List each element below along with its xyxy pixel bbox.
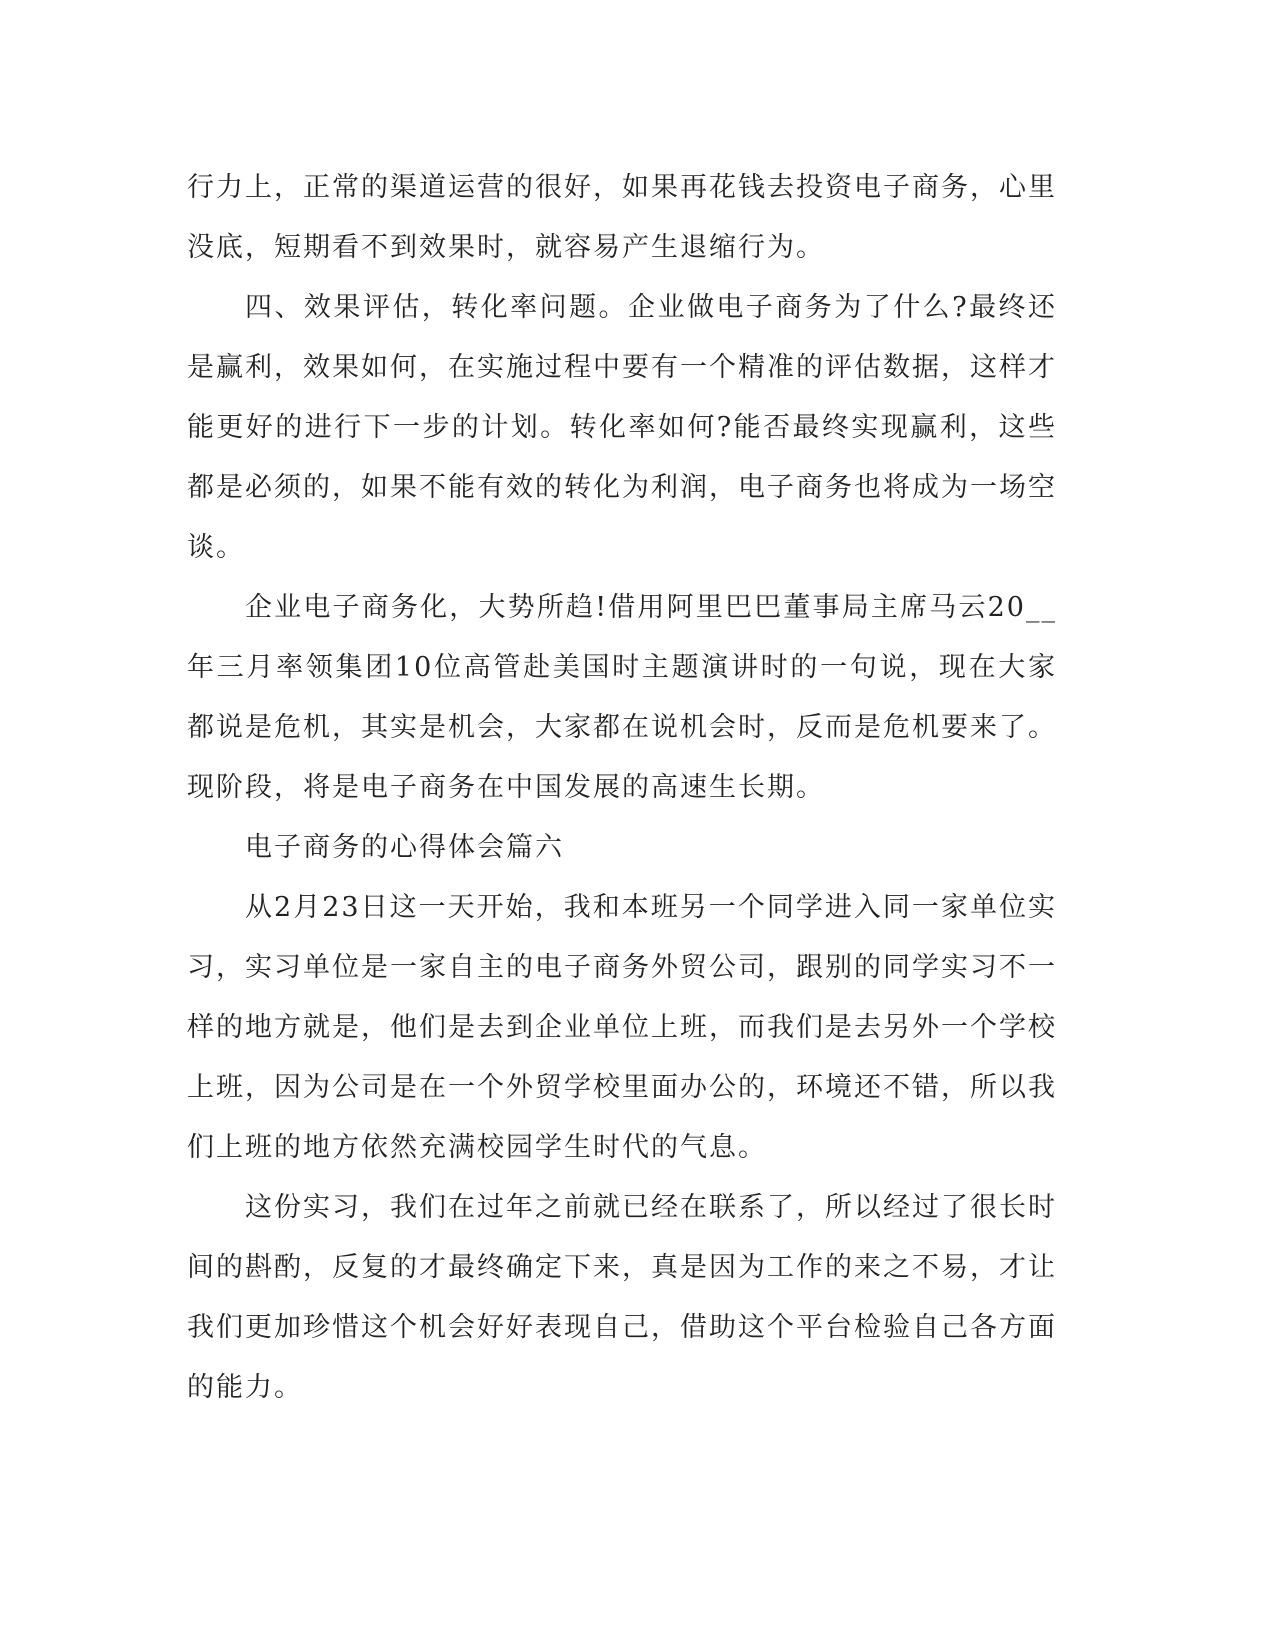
paragraph-internship-opportunity: 这份实习，我们在过年之前就已经在联系了，所以经过了很长时间的斟酌，反复的才最终确定下来，真是因为工作的来之不易，才让我们更加珍惜这个机会好好表现自己，借助这个平台检验自己各方面的能力。 <box>187 1192 1057 1403</box>
document-body <box>187 158 1057 1418</box>
section-heading: 电子商务的心得体会篇六 <box>245 832 564 863</box>
paragraph-continuation: 行力上，正常的渠道运营的很好，如果再花钱去投资电子商务，心里没底，短期看不到效果时，就容易产生退缩行为。 <box>187 172 1057 263</box>
paragraph-ecommerce-trend: 企业电子商务化，大势所趋!借用阿里巴巴董事局主席马云20__年三月率领集团10位高管赴美国时主题演讲时的一句说，现在大家都说是危机，其实是机会，大家都在说机会时，反而是危机要来了。现阶段，将是电子商务在中国发展的高速生长期。 <box>187 592 1057 803</box>
paragraph-internship-start: 从2月23日这一天开始，我和本班另一个同学进入同一家单位实习，实习单位是一家自主的电子商务外贸公司，跟别的同学实习不一样的地方就是，他们是去到企业单位上班，而我们是去另外一个学校上班，因为公司是在一个外贸学校里面办公的，环境还不错，所以我们上班的地方依然充满校园学生时代的气息。 <box>187 892 1057 1163</box>
paragraph-effect-evaluation: 四、效果评估，转化率问题。企业做电子商务为了什么?最终还是赢利，效果如何，在实施过程中要有一个精准的评估数据，这样才能更好的进行下一步的计划。转化率如何?能否最终实现赢利，这些都是必须的，如果不能有效的转化为利润，电子商务也将成为一场空谈。 <box>187 292 1057 563</box>
